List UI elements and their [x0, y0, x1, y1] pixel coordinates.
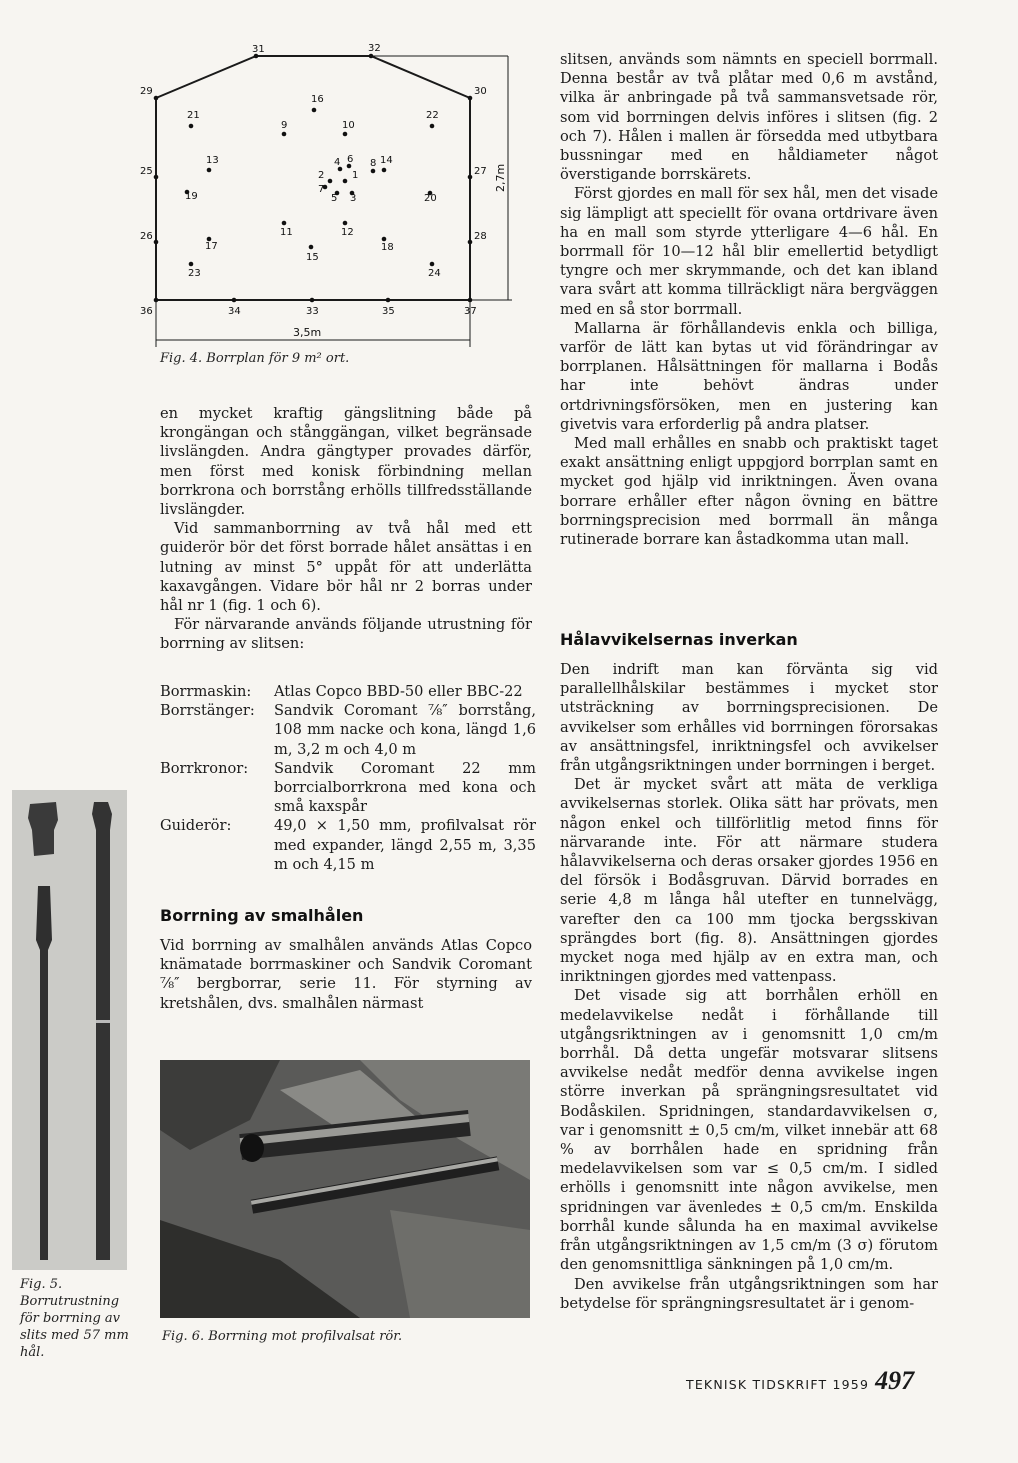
equipment-row	[160, 759, 536, 817]
hole-4-label: 4	[334, 157, 341, 168]
hole-27-marker	[468, 175, 473, 180]
hole-33-marker	[310, 298, 315, 303]
figure-5-caption: Fig. 5. Borrutrustning för borrning av slits med 57 mm hål.	[20, 1277, 129, 1360]
section-heading: Hålavvikelsernas inverkan	[560, 630, 798, 649]
width-dimension-label: 3,5m	[293, 326, 322, 339]
hole-10-label: 10	[342, 120, 355, 131]
paragraph: Mallarna är förhållandevis enkla och billiga, varför de lätt kan bytas ut vid förändringar av borrplanen. Hålsättningen för mallarna i Bodås har inte behövt ändras under ortdrivningsförsöken, men en justering kan givetvis vara erforderlig på andra platser.	[560, 319, 938, 433]
paragraph: Det är mycket svårt att mäta de verkliga avvikelsernas storlek. Olika sätt har prövats, men någon enkel och tillförlitlig metod finns för närvarande inte. För att närmare studera hålavvikelserna och deras orsaker gjordes 1956 en del försök i Bodåsgruvan. Därvid borrades en serie 4,8 m långa hål utefter en tunnelvägg, varefter den ca 100 mm tjocka bergsskivan sprängdes bort (fig. 8). Ansättningen gjordes mycket noga med hjälp av en extra man, och inriktningen gjordes med vattenpass.	[560, 776, 938, 986]
hole-33-label: 33	[306, 306, 319, 317]
hole-13-marker	[207, 168, 212, 173]
hole-32-label: 32	[368, 43, 381, 54]
hole-13-label: 13	[206, 155, 219, 166]
equipment-row	[160, 816, 536, 874]
figure-6-caption: Fig. 6. Borrning mot profilvalsat rör.	[162, 1329, 403, 1344]
hole-9-marker	[282, 132, 287, 137]
hole-37-marker	[468, 298, 473, 303]
hole-29-label: 29	[140, 86, 153, 97]
tunnel-profile-outline	[156, 56, 470, 300]
equipment-value: Sandvik Coromant ⅞″ borrstång, 108 mm nacke och kona, längd 1,6 m, 3,2 m och 4,0 m	[274, 702, 536, 758]
figure-4-drill-plan	[140, 42, 525, 347]
paragraph: Vid sammanborrning av två hål med ett guiderör bör det först borrade hålet ansättas i en lutning av minst 5° uppåt för att underlätta kaxavgången. Vidare bör hål nr 2 borras under hål nr 1 (fig. 1 och 6).	[160, 520, 532, 615]
hole-36-marker	[154, 298, 159, 303]
hole-18-label: 18	[381, 242, 394, 253]
hole-1-marker	[343, 179, 348, 184]
figure-4-caption: Fig. 4. Borrplan för 9 m² ort.	[160, 351, 350, 366]
hole-15-marker	[309, 245, 314, 250]
paragraph: För närvarande används följande utrustning för borrning av slitsen:	[160, 616, 532, 653]
paragraph: Den avvikelse från utgångsriktningen som har betydelse för sprängningsresultatet är i genom-	[560, 1275, 938, 1312]
hole-18-marker	[382, 237, 387, 242]
hole-16-label: 16	[311, 94, 324, 105]
hole-16-marker	[312, 108, 317, 113]
hole-21-marker	[189, 124, 194, 129]
hole-28-marker	[468, 240, 473, 245]
middle-column-text-2	[160, 936, 532, 1013]
publication-name: TEKNISK TIDSKRIFT 1959	[686, 1377, 870, 1392]
page-number: 497	[875, 1366, 915, 1395]
figure-5-photo	[12, 790, 127, 1270]
hole-11-marker	[282, 221, 287, 226]
hole-22-marker	[430, 124, 435, 129]
equipment-key: Borrstänger:	[160, 702, 255, 720]
hole-6-label: 6	[347, 154, 354, 165]
paragraph: Först gjordes en mall för sex hål, men det visade sig lämpligt att speciellt för ovana ortdrivare även ha en mall som styrde ytterligare 4—6 hål. En borrmall för 10—12 hål blir emellertid betydligt tyngre och mer skrymmande, och det kan ibland vara svårt att komma tillräckligt nära bergväggen med en så stor borrmall.	[560, 185, 938, 318]
paragraph: en mycket kraftig gängslitning både på krongängan och stånggängan, vilket begränsade livslängden. Andra gängtyper provades därför, men först med konisk förbindning mellan borrkrona och borrstång erhölls tillfredsställande livslängder.	[160, 405, 532, 519]
equipment-value: 49,0 × 1,50 mm, profilvalsat rör med expander, längd 2,55 m, 3,35 m och 4,15 m	[274, 817, 536, 873]
hole-30-marker	[468, 96, 473, 101]
hole-1-label: 1	[352, 170, 359, 181]
hole-36-label: 36	[140, 306, 153, 317]
paragraph: Den indrift man kan förvänta sig vid parallellhålskilar bestämmes i mycket stor utsträckning av borrningsprecisionen. De avvikelser som erhålles vid borrningen förorsakas av ansättningsfel, inriktningsfel och avvikelser från utgångsriktningen under borrningen i berget.	[560, 661, 938, 775]
hole-22-label: 22	[426, 110, 439, 121]
hole-12-label: 12	[341, 227, 354, 238]
hole-5-label: 5	[331, 193, 338, 204]
equipment-row	[160, 701, 536, 759]
height-dimension-label: 2,7m	[494, 163, 507, 192]
hole-35-label: 35	[382, 306, 395, 317]
hole-35-marker	[386, 298, 391, 303]
hole-26-label: 26	[140, 231, 153, 242]
paragraph: Vid borrning av smalhålen används Atlas Copco knämatade borrmaskiner och Sandvik Coromant ⅞″ bergborrar, serie 11. För styrning av kretshålen, dvs. smalhålen närmast	[160, 937, 532, 1012]
hole-26-marker	[154, 240, 159, 245]
hole-19-label: 19	[185, 191, 198, 202]
hole-37-label: 37	[464, 306, 477, 317]
equipment-key: Borrkronor:	[160, 759, 249, 777]
hole-23-label: 23	[188, 268, 201, 279]
hole-32-marker	[369, 54, 374, 59]
hole-14-label: 14	[380, 155, 393, 166]
hole-14-marker	[382, 168, 387, 173]
equipment-value: Sandvik Coromant 22 mm borrcialborrkrona med kona och små kaxspår	[274, 759, 536, 816]
hole-23-marker	[189, 262, 194, 267]
hole-21-label: 21	[187, 110, 200, 121]
equipment-key: Borrmaskin:	[160, 683, 252, 700]
hole-29-marker	[154, 96, 159, 101]
hole-8-marker	[371, 169, 376, 174]
hole-2-label: 2	[318, 170, 325, 181]
hole-30-label: 30	[474, 86, 487, 97]
hole-31-label: 31	[252, 44, 265, 55]
middle-column-text	[160, 404, 532, 654]
hole-25-label: 25	[140, 166, 153, 177]
equipment-row	[160, 682, 536, 701]
right-column-text-2	[560, 660, 938, 1313]
hole-11-label: 11	[280, 227, 293, 238]
hole-8-label: 8	[370, 158, 377, 169]
equipment-key: Guiderör:	[160, 817, 232, 835]
hole-2-marker	[328, 179, 333, 184]
paragraph: Med mall erhålles en snabb och praktiskt taget exakt ansättning enligt uppgjord borrplan samt en mycket god hjälp vid inriktningen. Även ovana borrare erhåller efter någon övning en bättre borrningsprecision med borrmall än många rutinerade borrare kan åstadkomma utan mall.	[560, 435, 938, 549]
hole-15-label: 15	[306, 252, 319, 263]
hole-9-label: 9	[281, 120, 288, 131]
equipment-value: Atlas Copco BBD-50 eller BBC-22	[274, 683, 523, 700]
right-column-text	[560, 50, 938, 549]
hole-25-marker	[154, 175, 159, 180]
hole-3-label: 3	[350, 193, 357, 204]
equipment-list	[160, 682, 536, 874]
hole-24-marker	[430, 262, 435, 267]
paragraph: Det visade sig att borrhålen erhöll en medelavvikelse nedåt i förhållande till utgångsriktningen av i genomsnitt 1,0 cm/m borrhål. Då detta ungefär motsvarar slitsens avvikelse nedåt medför denna avvikelse ingen större inverkan på sprängningsresultatet vid Bodåskilen. Spridningen, standardavvikelsen σ, var i genomsnitt ± 0,5 cm/m, vilket innebär att 68 % av borrhålen hade en spridning från medelavvikelsen som var ≤ 0,5 cm/m. I sidled erhölls i genomsnitt inte någon avvikelse, men spridningen var ävenledes ± 0,5 cm/m. Enskilda borrhål kunde sålunda ha en maximal avvikelse från utgångsriktningen av 1,5 cm/m (3 σ) förutom den genomsnittliga sänkningen på 1,0 cm/m.	[560, 987, 938, 1274]
hole-20-label: 20	[424, 193, 437, 204]
hole-34-marker	[232, 298, 237, 303]
section-heading: Borrning av smalhålen	[160, 906, 364, 925]
page-footer	[686, 1366, 914, 1396]
hole-24-label: 24	[428, 268, 441, 279]
hole-17-label: 17	[205, 241, 218, 252]
figure-6-photo	[160, 1060, 530, 1318]
hole-10-marker	[343, 132, 348, 137]
hole-34-label: 34	[228, 306, 241, 317]
hole-12-marker	[343, 221, 348, 226]
hole-28-label: 28	[474, 231, 487, 242]
hole-27-label: 27	[474, 166, 487, 177]
hole-7-label: 7	[318, 184, 325, 195]
paragraph: slitsen, används som nämnts en speciell borrmall. Denna består av två plåtar med 0,6 m avstånd, vilka är anbringade på två sammansvetsade rör, som vid borrningen delvis införes i slitsen (fig. 2 och 7). Hålen i mallen är försedda med utbytbara bussningar med en håldiameter något överstigande borrskärets.	[560, 51, 938, 184]
